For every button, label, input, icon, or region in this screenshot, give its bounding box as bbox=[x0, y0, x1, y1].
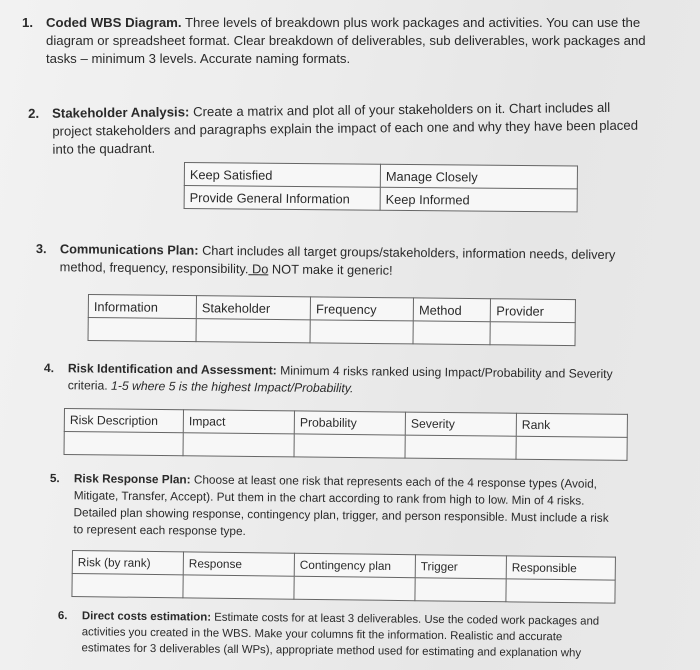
item-text: Estimate costs for at least 3 deliverables. Use the coded work packages and activities you created in the WBS. Make your columns fit the information. Realistic and accurate estimates for 3 deliverables (all WPs), appropriate method used for estimating and explanation why bbox=[81, 611, 600, 660]
risk-response-table bbox=[71, 550, 616, 604]
item-number: 4. bbox=[43, 360, 55, 376]
column-header: Rank bbox=[516, 413, 627, 437]
table-cell bbox=[415, 578, 506, 602]
item-number: 1. bbox=[22, 15, 33, 30]
table-row bbox=[88, 318, 575, 346]
table-cell bbox=[88, 318, 196, 342]
item-text: Three levels of breakdown plus work packages and activities. You can use the diagram or spreadsheet format. Clear breakdown of deliverables, sub deliverables, work packages and tasks – minimum 3 levels. Accurate naming formats. bbox=[46, 15, 646, 66]
item-4 bbox=[44, 360, 634, 400]
matrix-cell: Keep Satisfied bbox=[184, 163, 380, 188]
table-cell bbox=[294, 434, 405, 458]
item-5 bbox=[49, 470, 620, 544]
stakeholder-matrix bbox=[184, 162, 578, 212]
column-header: Risk Description bbox=[64, 409, 183, 433]
item-1 bbox=[22, 14, 652, 68]
column-header: Probability bbox=[294, 411, 405, 435]
table-cell bbox=[64, 432, 183, 456]
table-row bbox=[184, 186, 577, 212]
item-title: Coded WBS Diagram. bbox=[46, 15, 182, 30]
column-header: Severity bbox=[405, 412, 516, 436]
column-header: Provider bbox=[491, 299, 576, 323]
table-cell bbox=[490, 322, 575, 346]
column-header: Contingency plan bbox=[294, 553, 415, 577]
item-title: Communications Plan: bbox=[59, 241, 199, 258]
column-header: Risk (by rank) bbox=[72, 551, 183, 575]
item-title: Risk Identification and Assessment: bbox=[67, 361, 277, 378]
table-row bbox=[64, 432, 627, 461]
column-header: Information bbox=[88, 295, 196, 319]
communications-table bbox=[88, 294, 576, 346]
column-header: Stakeholder bbox=[196, 296, 310, 320]
item-number: 6. bbox=[57, 609, 68, 623]
item-number: 3. bbox=[35, 240, 47, 257]
item-title: Stakeholder Analysis: bbox=[52, 104, 190, 121]
table-cell bbox=[405, 435, 516, 459]
item-text: Create a matrix and plot all of your stakeholders on it. Chart includes all project stakeholders and paragraphs explain the impact of each one and why they have been placed into the quadrant. bbox=[52, 99, 639, 157]
item-text-underlined: Do bbox=[248, 261, 269, 277]
table-cell bbox=[506, 579, 615, 603]
item-text: Chart includes all target groups/stakeholders, information needs, delivery method, frequency, responsibility. bbox=[59, 242, 616, 277]
item-2 bbox=[28, 99, 649, 159]
column-header: Response bbox=[183, 552, 294, 576]
matrix-cell: Manage Closely bbox=[380, 164, 577, 189]
table-cell bbox=[183, 433, 294, 457]
risk-assessment-table bbox=[64, 408, 628, 461]
column-header: Impact bbox=[183, 410, 294, 434]
item-number: 5. bbox=[49, 470, 60, 486]
column-header: Method bbox=[413, 298, 491, 322]
table-cell bbox=[516, 436, 627, 460]
item-text-italic: 1-5 where 5 is the highest Impact/Probability. bbox=[107, 378, 354, 396]
table-cell bbox=[183, 575, 294, 599]
item-3 bbox=[36, 240, 634, 282]
matrix-cell: Provide General Information bbox=[184, 186, 380, 211]
column-header: Responsible bbox=[506, 556, 615, 580]
matrix-cell: Keep Informed bbox=[380, 187, 577, 212]
column-header: Frequency bbox=[310, 297, 413, 321]
item-text: Minimum 4 risks ranked using Impact/Probability and Severity criteria. bbox=[67, 363, 613, 393]
table-cell bbox=[294, 576, 415, 600]
item-text: Choose at least one risk that represents each of the 4 response types (Avoid, Mitigate, Transfer, Accept). Put them in the chart according to rank from high to low. Min of 4 risks. Detailed plan showing response, contingency plan, trigger, and person responsible. Must include a risk to represent each response type. bbox=[73, 472, 609, 539]
table-row bbox=[184, 163, 577, 189]
item-title: Risk Response Plan: bbox=[73, 471, 191, 487]
table-cell bbox=[413, 321, 491, 345]
item-title: Direct costs estimation: bbox=[81, 610, 212, 624]
table-cell bbox=[72, 574, 183, 598]
column-header: Trigger bbox=[415, 555, 506, 579]
item-text: NOT make it generic! bbox=[268, 261, 393, 278]
item-6 bbox=[57, 608, 602, 662]
table-cell bbox=[196, 319, 310, 343]
item-number: 2. bbox=[28, 105, 40, 121]
table-cell bbox=[310, 320, 413, 344]
